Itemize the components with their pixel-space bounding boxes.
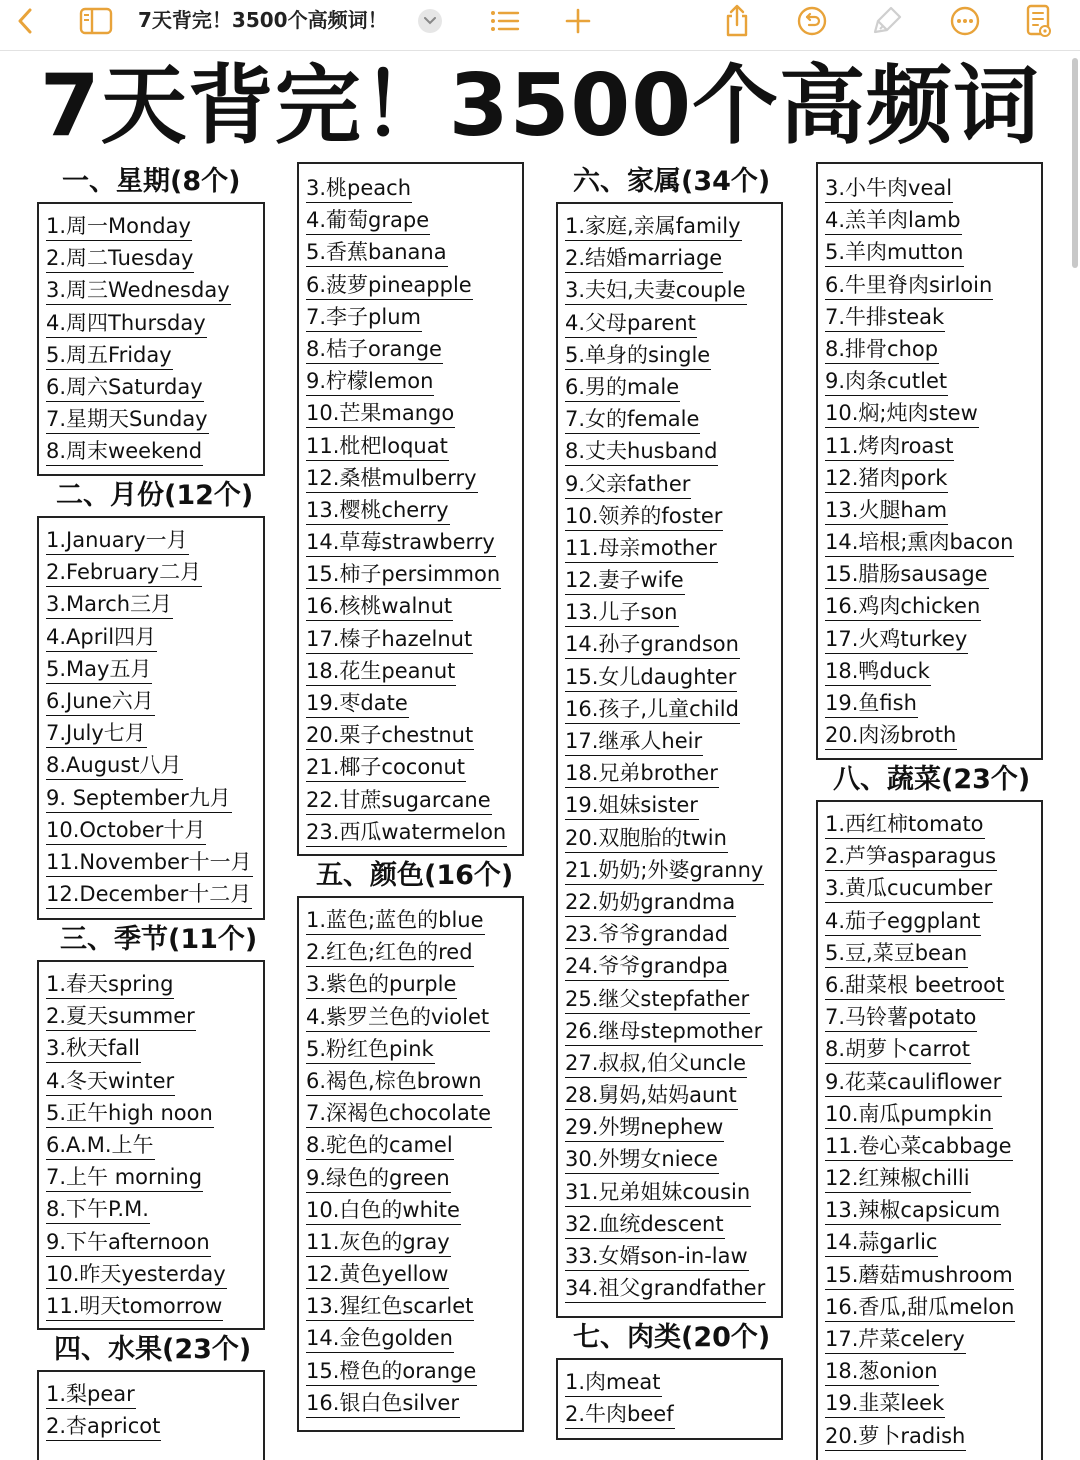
section-meat-start bbox=[556, 1318, 783, 1440]
list-item: 8.排骨chop bbox=[825, 334, 1041, 366]
list-item: 28.舅妈,姑妈aunt bbox=[565, 1080, 781, 1112]
list-item: 5.单身的single bbox=[565, 340, 781, 372]
sidebar-toggle-button[interactable] bbox=[78, 0, 114, 42]
add-button[interactable] bbox=[563, 0, 593, 42]
ellipsis-icon bbox=[949, 5, 981, 37]
list-item: 8.丈夫husband bbox=[565, 436, 781, 468]
list-item: 11.灰色的gray bbox=[306, 1227, 522, 1259]
more-button[interactable] bbox=[948, 0, 982, 42]
list-item: 7.星期天Sunday bbox=[46, 404, 263, 436]
list-item: 12.桑椹mulberry bbox=[306, 463, 522, 495]
list-item: 16.银白色silver bbox=[306, 1388, 522, 1420]
list-item: 23.西瓜watermelon bbox=[306, 817, 522, 849]
section-box bbox=[37, 202, 265, 476]
undo-icon bbox=[796, 5, 828, 37]
list-item: 21.奶奶;外婆granny bbox=[565, 855, 781, 887]
list-item: 17.火鸡turkey bbox=[825, 624, 1041, 656]
list-item: 11.卷心菜cabbage bbox=[825, 1131, 1041, 1163]
list-item: 1.西红柿tomato bbox=[825, 809, 1041, 841]
column-1 bbox=[37, 162, 265, 1460]
list-item: 19.韭菜leek bbox=[825, 1388, 1041, 1420]
list-item: 3.桃peach bbox=[306, 173, 522, 205]
section-box bbox=[816, 800, 1043, 1460]
list-item: 5.May五月 bbox=[46, 654, 263, 686]
list-item: 1.蓝色;蓝色的blue bbox=[306, 905, 522, 937]
list-item: 12.红辣椒chilli bbox=[825, 1163, 1041, 1195]
list-item: 8.桔子orange bbox=[306, 334, 522, 366]
list-format-button[interactable] bbox=[488, 0, 522, 42]
list-item: 6.男的male bbox=[565, 372, 781, 404]
list-item: 3.夫妇,夫妻couple bbox=[565, 275, 781, 307]
list-item: 12.黄色yellow bbox=[306, 1259, 522, 1291]
list-item: 17.芹菜celery bbox=[825, 1324, 1041, 1356]
list-item: 14.蒜garlic bbox=[825, 1227, 1041, 1259]
list-item: 4.羔羊肉lamb bbox=[825, 205, 1041, 237]
list-item: 2.红色;红色的red bbox=[306, 937, 522, 969]
list-item: 2.芦笋asparagus bbox=[825, 841, 1041, 873]
list-item: 8.下午P.M. bbox=[46, 1194, 263, 1226]
list-item: 1.家庭,亲属family bbox=[565, 211, 781, 243]
list-item: 19.鱼fish bbox=[825, 688, 1041, 720]
list-item: 10.领养的foster bbox=[565, 501, 781, 533]
section-meat-continued bbox=[816, 162, 1043, 760]
list-item: 15.柿子persimmon bbox=[306, 559, 522, 591]
list-item: 2.周二Tuesday bbox=[46, 243, 263, 275]
list-item: 5.周五Friday bbox=[46, 340, 263, 372]
list-item: 8.August八月 bbox=[46, 750, 263, 782]
chevron-down-icon bbox=[424, 17, 436, 25]
list-item: 4.紫罗兰色的violet bbox=[306, 1002, 522, 1034]
list-item: 30.外甥女niece bbox=[565, 1144, 781, 1176]
top-toolbar bbox=[0, 0, 1080, 51]
list-item: 3.黄瓜cucumber bbox=[825, 873, 1041, 905]
list-item: 19.姐妹sister bbox=[565, 790, 781, 822]
chevron-left-icon bbox=[17, 8, 33, 34]
list-item: 10.昨天yesterday bbox=[46, 1259, 263, 1291]
list-item: 2.February二月 bbox=[46, 557, 263, 589]
list-item: 25.继父stepfather bbox=[565, 984, 781, 1016]
list-item: 31.兄弟姐妹cousin bbox=[565, 1177, 781, 1209]
list-item: 4.周四Thursday bbox=[46, 308, 263, 340]
share-button[interactable] bbox=[720, 0, 754, 42]
list-item: 16.香瓜,甜瓜melon bbox=[825, 1292, 1041, 1324]
list-item: 18.葱onion bbox=[825, 1356, 1041, 1388]
list-icon bbox=[489, 8, 521, 34]
section-box bbox=[37, 960, 265, 1330]
list-item: 7.深褐色chocolate bbox=[306, 1098, 522, 1130]
sidebar-icon bbox=[79, 7, 113, 35]
list-item: 19.枣date bbox=[306, 688, 522, 720]
list-item: 20.肉汤broth bbox=[825, 720, 1041, 752]
list-item: 15.蘑菇mushroom bbox=[825, 1260, 1041, 1292]
list-item: 2.牛肉beef bbox=[565, 1399, 781, 1431]
list-item: 16.孩子,儿童child bbox=[565, 694, 781, 726]
list-item: 9.父亲father bbox=[565, 469, 781, 501]
list-item: 3.周三Wednesday bbox=[46, 275, 263, 307]
list-item: 20.双胞胎的twin bbox=[565, 823, 781, 855]
section-title: 八、蔬菜(23个) bbox=[833, 764, 1031, 795]
list-item: 4.冬天winter bbox=[46, 1066, 263, 1098]
list-item: 1.肉meat bbox=[565, 1367, 781, 1399]
list-item: 9.肉条cutlet bbox=[825, 366, 1041, 398]
section-box bbox=[297, 896, 524, 1432]
list-item: 18.花生peanut bbox=[306, 656, 522, 688]
list-item: 7.July七月 bbox=[46, 718, 263, 750]
list-item: 33.女婿son-in-law bbox=[565, 1241, 781, 1273]
list-item: 22.甘蔗sugarcane bbox=[306, 785, 522, 817]
list-item: 6.June六月 bbox=[46, 686, 263, 718]
list-item: 6.菠萝pineapple bbox=[306, 270, 522, 302]
section-months bbox=[37, 476, 265, 920]
list-item: 6.周六Saturday bbox=[46, 372, 263, 404]
list-item: 10.焖;炖肉stew bbox=[825, 398, 1041, 430]
list-item: 34.祖父grandfather bbox=[565, 1273, 781, 1305]
list-item: 1.January一月 bbox=[46, 525, 263, 557]
list-item: 10.白色的white bbox=[306, 1195, 522, 1227]
back-button[interactable] bbox=[10, 0, 40, 42]
list-item: 7.女的female bbox=[565, 404, 781, 436]
section-title: 三、季节(11个) bbox=[60, 924, 258, 955]
list-item: 26.继母stepmother bbox=[565, 1016, 781, 1048]
list-item: 15.橙色的orange bbox=[306, 1356, 522, 1388]
list-item: 3.秋天fall bbox=[46, 1033, 263, 1065]
list-item: 11.November十一月 bbox=[46, 847, 263, 879]
title-menu-button[interactable] bbox=[418, 9, 442, 33]
list-item: 9.柠檬lemon bbox=[306, 366, 522, 398]
list-item: 20.萝卜radish bbox=[825, 1421, 1041, 1453]
list-item: 17.榛子hazelnut bbox=[306, 624, 522, 656]
list-item: 13.火腿ham bbox=[825, 495, 1041, 527]
section-vegetables bbox=[816, 760, 1043, 1460]
section-title: 四、水果(23个) bbox=[54, 1334, 252, 1365]
section-family bbox=[556, 162, 783, 1318]
list-item: 12.妻子wife bbox=[565, 565, 781, 597]
list-item: 3.March三月 bbox=[46, 589, 263, 621]
section-title: 一、星期(8个) bbox=[62, 166, 241, 197]
list-item: 10.南瓜pumpkin bbox=[825, 1099, 1041, 1131]
list-item: 1.周一Monday bbox=[46, 211, 263, 243]
column-2 bbox=[297, 162, 524, 1432]
list-item: 14.金色golden bbox=[306, 1323, 522, 1355]
list-item: 3.小牛肉veal bbox=[825, 173, 1041, 205]
section-box bbox=[297, 162, 524, 856]
list-item: 11.烤肉roast bbox=[825, 431, 1041, 463]
section-box bbox=[37, 1370, 265, 1460]
list-item: 1.春天spring bbox=[46, 969, 263, 1001]
page-title: 7天背完！3500个高频词 bbox=[39, 56, 1041, 156]
list-item: 21.椰子coconut bbox=[306, 752, 522, 784]
list-item: 5.豆,菜豆bean bbox=[825, 938, 1041, 970]
section-box bbox=[816, 162, 1043, 760]
column-4 bbox=[816, 162, 1043, 1460]
undo-button[interactable] bbox=[795, 0, 829, 42]
section-weekdays bbox=[37, 162, 265, 476]
note-icon bbox=[1025, 4, 1053, 38]
list-item: 2.杏apricot bbox=[46, 1411, 263, 1443]
list-item: 13.儿子son bbox=[565, 597, 781, 629]
section-colors bbox=[297, 856, 524, 1432]
list-item: 11.明天tomorrow bbox=[46, 1291, 263, 1323]
section-title: 七、肉类(20个) bbox=[573, 1322, 771, 1353]
list-item: 22.奶奶grandma bbox=[565, 887, 781, 919]
column-3 bbox=[556, 162, 783, 1440]
list-item: 6.A.M.上午 bbox=[46, 1130, 263, 1162]
list-item: 9.下午afternoon bbox=[46, 1227, 263, 1259]
list-item: 32.血统descent bbox=[565, 1209, 781, 1241]
list-item: 5.羊肉mutton bbox=[825, 237, 1041, 269]
section-box bbox=[556, 1358, 783, 1440]
list-item: 13.猩红色scarlet bbox=[306, 1291, 522, 1323]
list-item: 9.花菜cauliflower bbox=[825, 1067, 1041, 1099]
list-item: 12.猪肉pork bbox=[825, 463, 1041, 495]
plus-icon bbox=[565, 8, 591, 34]
list-item: 8.胡萝卜carrot bbox=[825, 1034, 1041, 1066]
list-item: 23.爷爷grandad bbox=[565, 919, 781, 951]
list-item: 10.芒果mango bbox=[306, 398, 522, 430]
list-item: 10.October十月 bbox=[46, 815, 263, 847]
highlighter-icon bbox=[871, 5, 903, 37]
list-item: 4.茄子eggplant bbox=[825, 906, 1041, 938]
list-item: 2.夏天summer bbox=[46, 1001, 263, 1033]
list-item: 6.褐色,棕色brown bbox=[306, 1066, 522, 1098]
share-icon bbox=[723, 4, 751, 38]
list-item: 18.鸭duck bbox=[825, 656, 1041, 688]
list-item: 14.草莓strawberry bbox=[306, 527, 522, 559]
list-item: 2.结婚marriage bbox=[565, 243, 781, 275]
section-fruits-start bbox=[37, 1330, 265, 1460]
section-fruits-continued bbox=[297, 162, 524, 856]
list-item: 18.兄弟brother bbox=[565, 758, 781, 790]
list-item: 17.继承人heir bbox=[565, 726, 781, 758]
list-item: 8.周末weekend bbox=[46, 436, 263, 468]
section-title: 六、家属(34个) bbox=[573, 166, 771, 197]
section-title: 二、月份(12个) bbox=[56, 480, 254, 511]
section-title: 五、颜色(16个) bbox=[316, 860, 514, 891]
list-item: 15.女儿daughter bbox=[565, 662, 781, 694]
markup-button[interactable] bbox=[870, 0, 904, 42]
list-item: 6.甜菜根 beetroot bbox=[825, 970, 1041, 1002]
list-item: 3.紫色的purple bbox=[306, 969, 522, 1001]
list-item: 8.驼色的camel bbox=[306, 1130, 522, 1162]
list-item: 6.牛里脊肉sirloin bbox=[825, 270, 1041, 302]
list-item: 5.香蕉banana bbox=[306, 237, 522, 269]
list-item: 12.December十二月 bbox=[46, 879, 263, 911]
list-item: 14.培根;熏肉bacon bbox=[825, 527, 1041, 559]
list-item: 27.叔叔,伯父uncle bbox=[565, 1048, 781, 1080]
list-item: 7.牛排steak bbox=[825, 302, 1041, 334]
section-box bbox=[556, 202, 783, 1318]
list-item: 11.枇杷loquat bbox=[306, 431, 522, 463]
list-item: 9.绿色的green bbox=[306, 1163, 522, 1195]
list-item: 4.葡萄grape bbox=[306, 205, 522, 237]
list-item: 7.上午 morning bbox=[46, 1162, 263, 1194]
list-item: 7.马铃薯potato bbox=[825, 1002, 1041, 1034]
notes-button[interactable] bbox=[1022, 0, 1056, 42]
section-box bbox=[37, 516, 265, 920]
list-item: 16.鸡肉chicken bbox=[825, 591, 1041, 623]
list-item: 29.外甥nephew bbox=[565, 1112, 781, 1144]
list-item: 15.腊肠sausage bbox=[825, 559, 1041, 591]
list-item: 1.梨pear bbox=[46, 1379, 263, 1411]
list-item: 4.父母parent bbox=[565, 308, 781, 340]
list-item: 20.栗子chestnut bbox=[306, 720, 522, 752]
list-item: 5.粉红色pink bbox=[306, 1034, 522, 1066]
list-item: 4.April四月 bbox=[46, 622, 263, 654]
list-item: 13.樱桃cherry bbox=[306, 495, 522, 527]
list-item: 16.核桃walnut bbox=[306, 591, 522, 623]
section-seasons bbox=[37, 920, 265, 1330]
list-item: 9. September九月 bbox=[46, 783, 263, 815]
list-item: 14.孙子grandson bbox=[565, 629, 781, 661]
document-title[interactable]: 7天背完！3500个高频词！ bbox=[138, 8, 388, 32]
list-item: 24.爷爷grandpa bbox=[565, 951, 781, 983]
list-item: 5.正午high noon bbox=[46, 1098, 263, 1130]
list-item: 11.母亲mother bbox=[565, 533, 781, 565]
list-item: 13.辣椒capsicum bbox=[825, 1195, 1041, 1227]
list-item: 7.李子plum bbox=[306, 302, 522, 334]
